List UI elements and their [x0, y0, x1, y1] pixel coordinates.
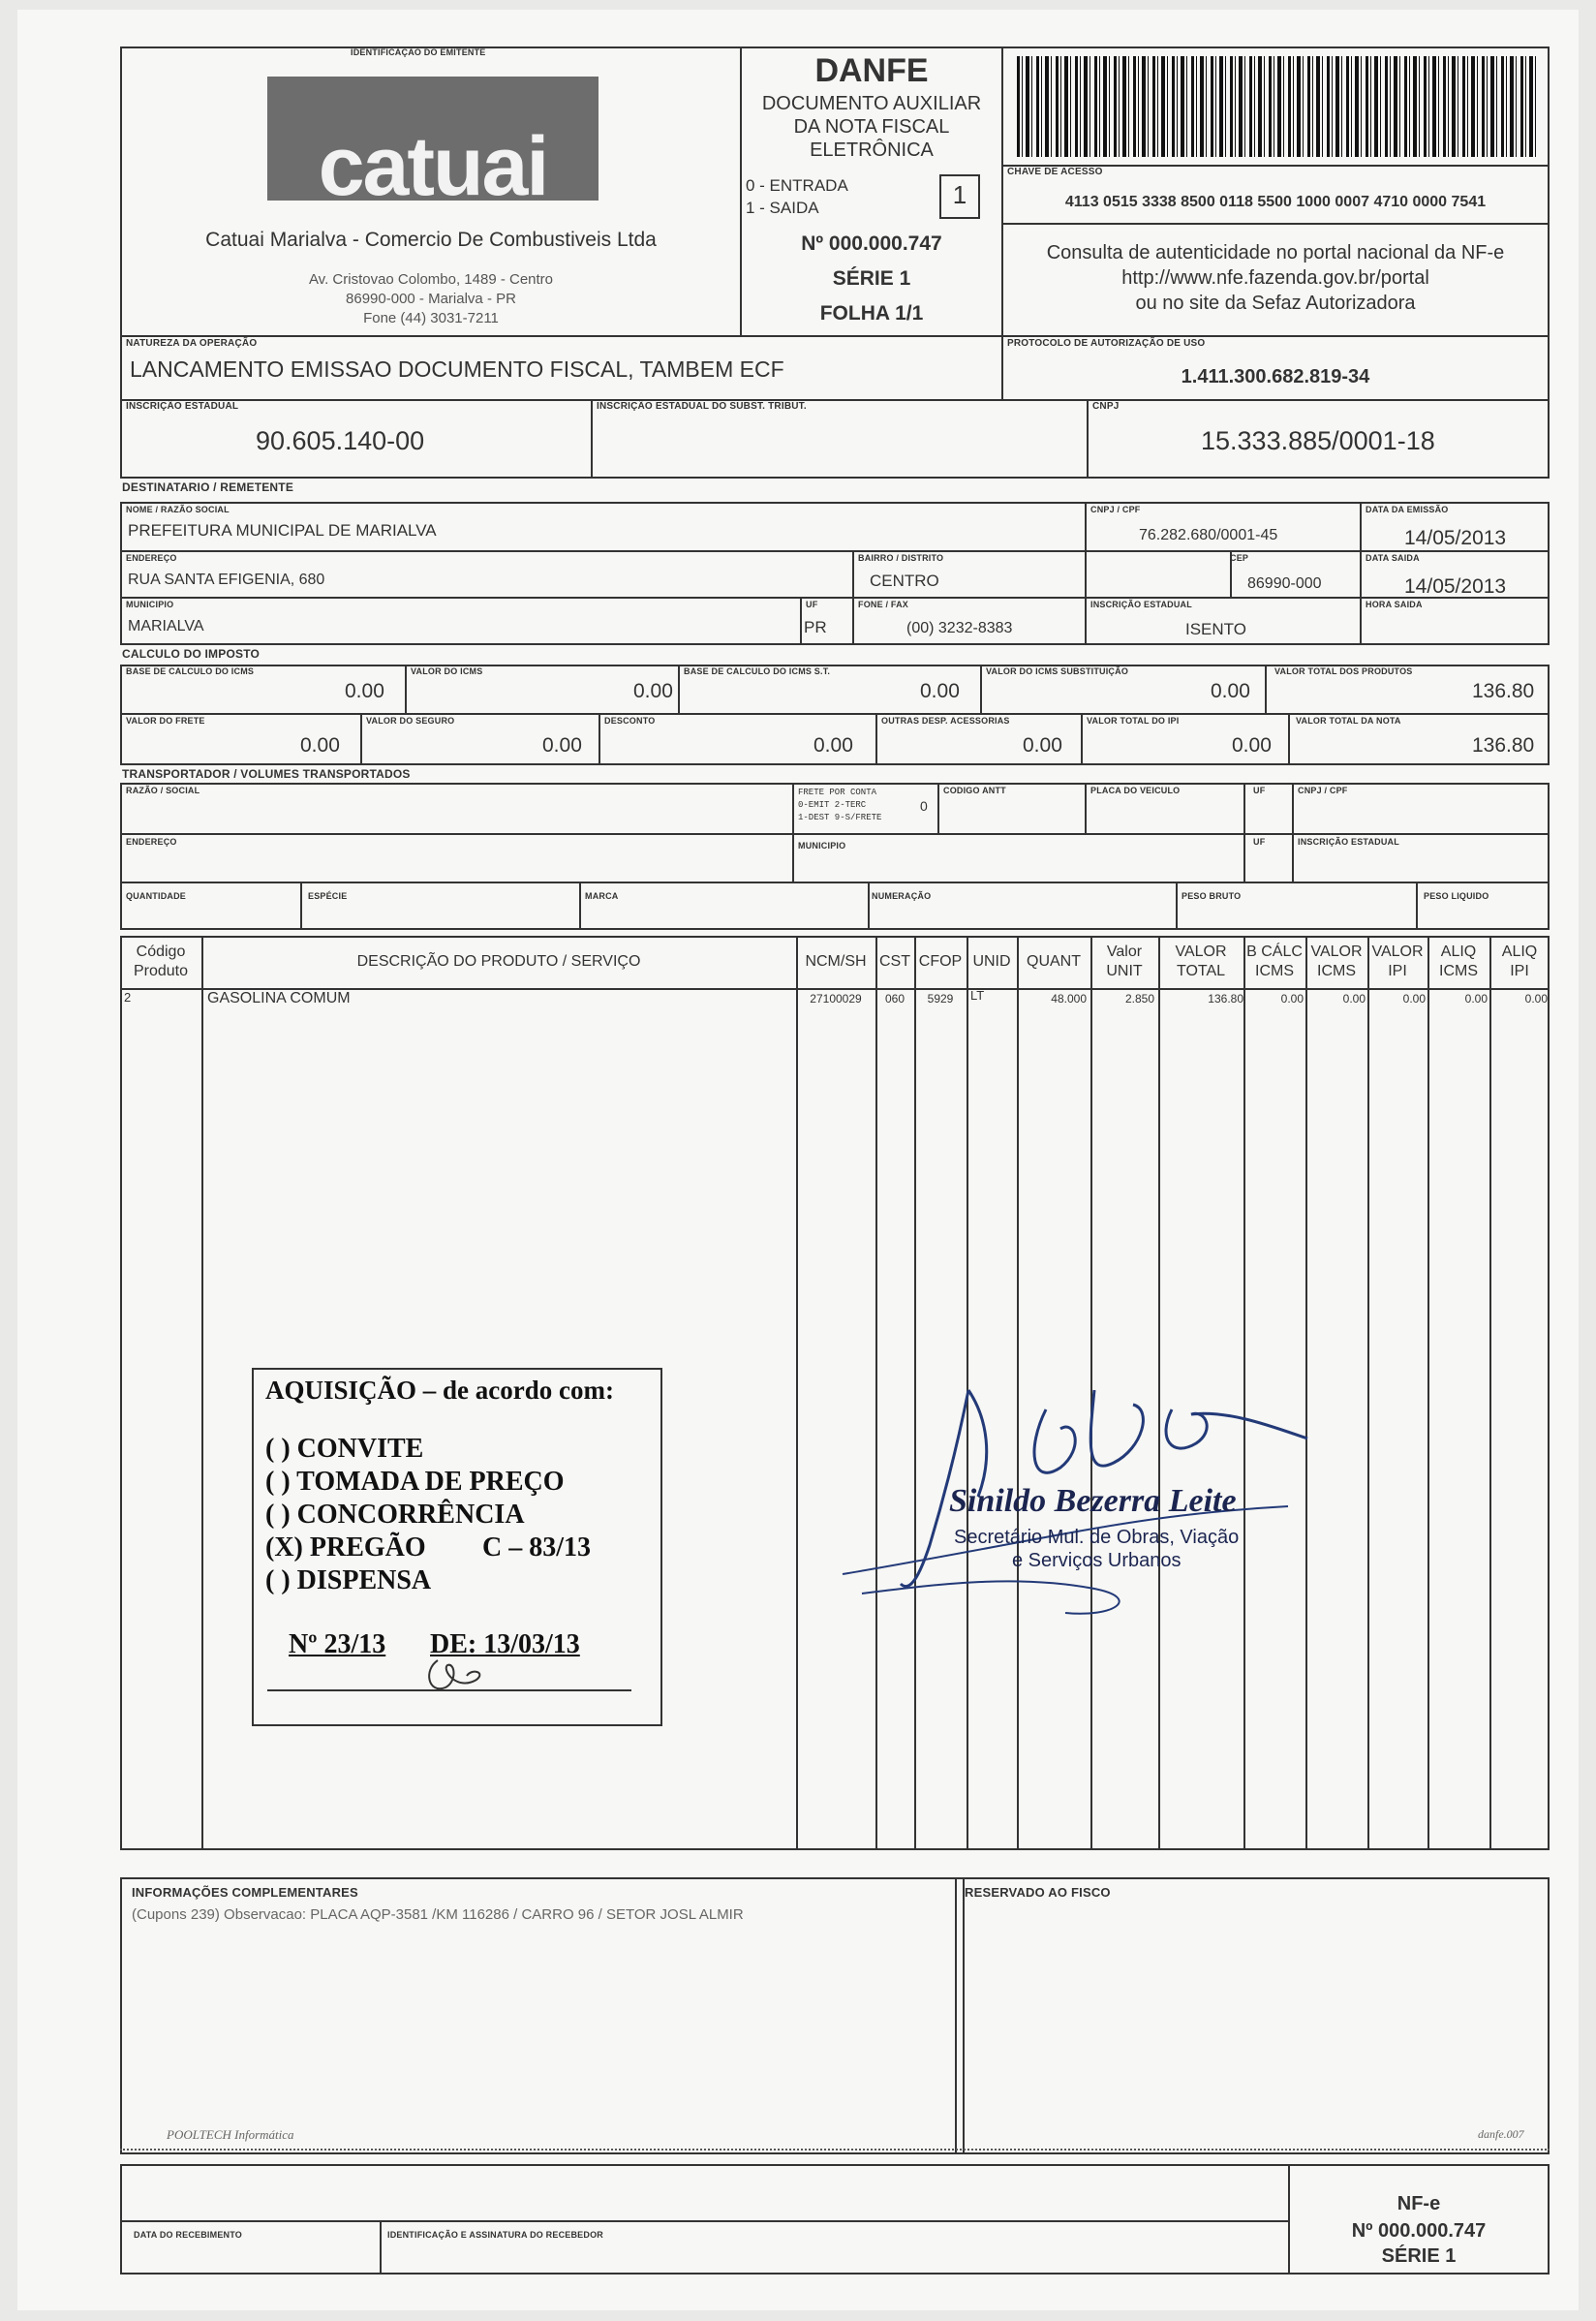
transp-uf2-label: UF: [1253, 837, 1266, 847]
imp-col-4: [1265, 665, 1267, 713]
signature-mark: [823, 1351, 1327, 1642]
frete: 0.00: [300, 734, 340, 757]
transp-peso-liquido-label: PESO LIQUIDO: [1424, 891, 1489, 901]
logo-text: catuai: [318, 120, 548, 201]
danfe-numero: Nº 000.000.747: [801, 232, 942, 255]
frete-label: VALOR DO FRETE: [126, 716, 205, 726]
stamp-data: DE: 13/03/13: [430, 1629, 580, 1659]
transp-col-uf: [1243, 783, 1245, 882]
dest-endereco: RUA SANTA EFIGENIA, 680: [128, 572, 325, 588]
transp-col-q2: [579, 882, 581, 930]
transp-placa-label: PLACA DO VEICULO: [1090, 786, 1181, 795]
signature-role-1: Secretário Mul. de Obras, Viação: [954, 1527, 1240, 1548]
hdr-aicms-2: ICMS: [1439, 963, 1478, 979]
signature-name: Sinildo Bezerra Leite: [949, 1483, 1237, 1519]
danfe-tipo: 1: [952, 180, 967, 209]
item-ncm: 27100029: [810, 992, 862, 1006]
item-bicms: 0.00: [1280, 992, 1304, 1006]
base-icms: 0.00: [345, 680, 384, 702]
ipi: 0.00: [1232, 734, 1272, 757]
hdr-vunit-1: Valor: [1106, 944, 1143, 960]
danfe-entrada: 0 - ENTRADA: [746, 176, 848, 195]
prod-col-codigo: [201, 936, 203, 1850]
emitente-address: Av. Cristovao Colombo, 1489 - Centro: [308, 271, 554, 288]
emitente-name: Catuai Marialva - Comercio De Combustiveis Ltda: [205, 229, 657, 251]
desconto: 0.00: [813, 734, 853, 757]
transp-row-1: [120, 833, 1550, 835]
item-aipi: 0.00: [1524, 992, 1548, 1006]
recebimento-row: [120, 2220, 1288, 2222]
dest-municipio: MARIALVA: [128, 618, 204, 634]
dest-bairro-label: BAIRRO / DISTRITO: [858, 553, 944, 563]
dest-col-date: [1360, 502, 1362, 645]
hdr-aipi-1: ALIQ: [1501, 944, 1538, 960]
imposto-section-label: CALCULO DO IMPOSTO: [122, 647, 261, 661]
emitente-section-label: IDENTIFICAÇÃO DO EMITENTE: [351, 47, 486, 57]
base-st-label: BASE DE CALCULO DO ICMS S.T.: [684, 666, 831, 676]
stamp-dispensa: ( ) DISPENSA: [265, 1565, 432, 1595]
ie-label: INSCRIÇÃO ESTADUAL: [126, 401, 239, 412]
footer-numero: Nº 000.000.747: [1351, 2220, 1487, 2242]
consulta-line-3: ou no site da Sefaz Autorizadora: [1135, 293, 1416, 314]
stamp-convite: ( ) CONVITE: [265, 1434, 424, 1464]
item-vicms: 0.00: [1342, 992, 1366, 1006]
prod-col-aipi: [1489, 936, 1491, 1850]
base-icms-label: BASE DE CALCULO DO ICMS: [126, 666, 255, 676]
protocolo-label: PROTOCOLO DE AUTORIZAÇÃO DE USO: [1007, 338, 1206, 349]
transp-col-q3: [868, 882, 870, 930]
seguro: 0.00: [542, 734, 582, 757]
transp-col-antt: [937, 783, 939, 833]
danfe-title: DANFE: [814, 52, 929, 89]
dest-row-1-bottom: [120, 550, 1550, 552]
hdr-unid: UNID: [972, 953, 1011, 970]
transp-ie-label: INSCRIÇÃO ESTADUAL: [1298, 837, 1399, 847]
transp-col-frete: [792, 783, 794, 882]
valor-icms-label: VALOR DO ICMS: [411, 666, 483, 676]
transp-row-2: [120, 882, 1550, 883]
total-nota-label: VALOR TOTAL DA NOTA: [1296, 716, 1401, 726]
danfe-saida: 1 - SAIDA: [746, 199, 819, 217]
footer-nfe: NF-e: [1396, 2193, 1441, 2214]
transp-numeracao-label: NUMERAÇÃO: [872, 891, 932, 901]
danfe-folha: FOLHA 1/1: [819, 302, 924, 325]
info-label: INFORMAÇÕES COMPLEMENTARES: [132, 1885, 358, 1900]
hdr-vtotal-2: TOTAL: [1176, 963, 1226, 979]
cnpj-label: CNPJ: [1092, 401, 1120, 412]
hdr-vipi-2: IPI: [1388, 963, 1407, 979]
hdr-cst: CST: [879, 953, 910, 970]
transp-razao-label: RAZÃO / SOCIAL: [126, 786, 200, 795]
item-unid: LT: [970, 988, 985, 1003]
natureza-value: LANCAMENTO EMISSAO DOCUMENTO FISCAL, TAMBEM ECF: [130, 356, 784, 382]
stamp-concorrencia: ( ) CONCORRÊNCIA: [265, 1500, 525, 1530]
total-produtos: 136.80: [1472, 680, 1535, 702]
protocolo-value: 1.411.300.682.819-34: [1181, 366, 1370, 387]
info-text: (Cupons 239) Observacao: PLACA AQP-3581 /KM 116286 / CARRO 96 / SETOR JOSL ALMIR: [132, 1906, 744, 1923]
stamp-title: AQUISIÇÃO – de acordo com:: [265, 1376, 614, 1405]
dest-col-cnpj: [1085, 502, 1087, 645]
fisco-box: [955, 1877, 1550, 2154]
transp-col-placa: [1085, 783, 1087, 833]
transp-col-q4: [1176, 882, 1178, 930]
stamp-underline: [267, 1689, 631, 1691]
dest-cep-label: CEP: [1230, 553, 1249, 563]
desconto-label: DESCONTO: [604, 716, 656, 726]
hdr-bicms-1: B CÁLC: [1246, 944, 1303, 960]
hdr-vicms-2: ICMS: [1317, 963, 1356, 979]
imp-col-1: [405, 665, 407, 713]
transportador-section-label: TRANSPORTADOR / VOLUMES TRANSPORTADOS: [122, 767, 411, 781]
item-aicms: 0.00: [1464, 992, 1488, 1006]
hdr-vtotal-1: VALOR: [1175, 944, 1227, 960]
transp-frete-val: 0: [920, 798, 928, 814]
dest-emissao: 14/05/2013: [1404, 527, 1507, 549]
transp-col-q1: [300, 882, 302, 930]
transp-col-cnpj: [1292, 783, 1294, 882]
transp-antt-label: CODIGO ANTT: [943, 786, 1006, 795]
dest-nome: PREFEITURA MUNICIPAL DE MARIALVA: [128, 521, 437, 540]
hdr-vipi-1: VALOR: [1371, 944, 1424, 960]
hdr-aicms-1: ALIQ: [1440, 944, 1477, 960]
prod-col-ncm: [796, 936, 798, 1850]
stamp-pregao-num: C – 83/13: [482, 1532, 591, 1563]
danfe-serie: SÉRIE 1: [832, 267, 911, 290]
transp-peso-bruto-label: PESO BRUTO: [1182, 891, 1242, 901]
dest-endereco-label: ENDEREÇO: [126, 553, 177, 563]
transp-municipio-label: MUNICIPIO: [798, 841, 846, 851]
dest-cnpj: 76.282.680/0001-45: [1139, 527, 1278, 543]
item-vtotal: 136.80: [1208, 992, 1243, 1006]
imp-col-8: [1081, 713, 1083, 765]
valor-st-label: VALOR DO ICMS SUBSTITUIÇÃO: [986, 666, 1129, 676]
chave-divider-2: [1001, 223, 1550, 225]
dest-hora-label: HORA SAIDA: [1366, 600, 1423, 609]
prod-col-vipi: [1367, 936, 1369, 1850]
dest-cep: 86990-000: [1247, 575, 1322, 592]
hdr-codigo-2: Produto: [133, 963, 189, 979]
item-codigo: 2: [124, 990, 132, 1005]
transp-quantidade-label: QUANTIDADE: [126, 891, 186, 901]
imp-col-7: [875, 713, 877, 765]
ipi-label: VALOR TOTAL DO IPI: [1087, 716, 1180, 726]
recebimento-col-1: [380, 2220, 382, 2275]
item-cst: 060: [884, 992, 905, 1006]
valor-st: 0.00: [1211, 680, 1250, 702]
hdr-aipi-2: IPI: [1510, 963, 1529, 979]
transp-endereco-label: ENDEREÇO: [126, 837, 177, 847]
imp-col-2: [678, 665, 680, 713]
hdr-ncm: NCM/SH: [805, 953, 867, 970]
stamp-tomada: ( ) TOMADA DE PREÇO: [265, 1467, 565, 1497]
hdr-bicms-2: ICMS: [1255, 963, 1294, 979]
imp-col-9: [1288, 713, 1290, 765]
dest-uf-label: UF: [806, 600, 818, 609]
stamp-pregao: (X) PREGÃO: [265, 1532, 426, 1563]
signature-role-2: e Serviços Urbanos: [1012, 1550, 1182, 1571]
chave-label: CHAVE DE ACESSO: [1007, 167, 1103, 177]
hdr-vunit-2: UNIT: [1106, 963, 1143, 979]
item-cfop: 5929: [927, 992, 954, 1006]
stamp-numero: Nº 23/13: [289, 1629, 386, 1659]
transp-cnpj-label: CNPJ / CPF: [1298, 786, 1348, 795]
chave-value: 4113 0515 3338 8500 0118 5500 1000 0007 4710 0000 7541: [1064, 194, 1487, 210]
consulta-line-1: Consulta de autenticidade no portal nacional da NF-e: [1046, 242, 1505, 263]
emitente-phone: Fone (44) 3031-7211: [363, 310, 499, 326]
dest-col-uf: [800, 597, 802, 645]
emitente-city: 86990-000 - Marialva - PR: [346, 291, 516, 307]
company-logo: [267, 77, 598, 201]
seguro-label: VALOR DO SEGURO: [366, 716, 455, 726]
item-descricao: GASOLINA COMUM: [207, 990, 351, 1006]
dest-cnpj-label: CNPJ / CPF: [1090, 505, 1141, 514]
dest-ie-label: INSCRIÇÃO ESTADUAL: [1090, 600, 1192, 609]
item-vunit: 2.850: [1124, 992, 1154, 1006]
ie-st-label: INSCRIÇÃO ESTADUAL DO SUBST. TRIBUT.: [597, 401, 807, 412]
imp-col-6: [598, 713, 600, 765]
assinatura-label: IDENTIFICAÇÃO E ASSINATURA DO RECEBEDOR: [387, 2230, 603, 2240]
danfe-subtitle-2: DA NOTA FISCAL: [793, 116, 950, 138]
dest-fone-label: FONE / FAX: [858, 600, 909, 609]
fisco-label: RESERVADO AO FISCO: [965, 1885, 1111, 1900]
dest-saida-label: DATA SAIDA: [1366, 553, 1420, 563]
hdr-descricao: DESCRIÇÃO DO PRODUTO / SERVIÇO: [356, 953, 641, 970]
footer-code: danfe.007: [1478, 2127, 1524, 2141]
dest-ie: ISENTO: [1185, 620, 1246, 638]
stamp-initials: [418, 1651, 496, 1699]
transp-frete-1: FRETE POR CONTA: [798, 788, 877, 797]
barcode: [1017, 56, 1540, 157]
imposto-row-divider: [120, 713, 1550, 715]
total-nota: 136.80: [1472, 734, 1535, 757]
item-quant: 48.000: [1051, 992, 1087, 1006]
transp-uf-label: UF: [1253, 786, 1266, 795]
valor-icms: 0.00: [633, 680, 673, 702]
ie-value: 90.605.140-00: [256, 426, 425, 455]
hdr-codigo-1: Código: [136, 944, 186, 960]
footer-brand: POOLTECH Informática: [167, 2127, 294, 2142]
consulta-line-2: http://www.nfe.fazenda.gov.br/portal: [1121, 267, 1429, 289]
dest-row-2-bottom: [120, 597, 1550, 599]
transp-frete-2: 0-EMIT 2-TERC: [798, 800, 867, 810]
prod-col-aicms: [1427, 936, 1429, 1850]
dest-emissao-label: DATA DA EMISSÃO: [1366, 505, 1449, 514]
transp-especie-label: ESPÉCIE: [308, 891, 348, 901]
footer-cut-line: [120, 2149, 1550, 2151]
cnpj-value: 15.333.885/0001-18: [1201, 426, 1435, 455]
hdr-quant: QUANT: [1027, 953, 1081, 970]
danfe-subtitle-3: ELETRÔNICA: [810, 139, 934, 161]
dest-nome-label: NOME / RAZÃO SOCIAL: [126, 505, 230, 514]
total-produtos-label: VALOR TOTAL DOS PRODUTOS: [1274, 666, 1413, 676]
imp-col-3: [980, 665, 982, 713]
recebimento-label: DATA DO RECEBIMENTO: [134, 2230, 242, 2240]
dest-fone: (00) 3232-8383: [906, 620, 1013, 636]
hdr-vicms-1: VALOR: [1310, 944, 1363, 960]
danfe-subtitle-1: DOCUMENTO AUXILIAR: [761, 93, 982, 114]
dest-col-bairro: [852, 550, 854, 645]
transp-marca-label: MARCA: [585, 891, 619, 901]
footer-serie: SÉRIE 1: [1381, 2245, 1457, 2267]
dest-saida: 14/05/2013: [1404, 575, 1507, 598]
outras: 0.00: [1023, 734, 1062, 757]
dest-municipio-label: MUNICIPIO: [126, 600, 174, 609]
transp-frete-3: 1-DEST 9-S/FRETE: [798, 813, 882, 822]
acquisition-stamp: [252, 1368, 662, 1726]
hdr-cfop: CFOP: [918, 953, 963, 970]
base-st: 0.00: [920, 680, 960, 702]
imp-col-5: [360, 713, 362, 765]
transp-col-q5: [1416, 882, 1418, 930]
natureza-label: NATUREZA DA OPERAÇÃO: [126, 338, 258, 349]
dest-bairro: CENTRO: [870, 572, 939, 590]
destinatario-section-label: DESTINATARIO / REMETENTE: [122, 480, 294, 494]
outras-label: OUTRAS DESP. ACESSORIAS: [881, 716, 1010, 726]
item-vipi: 0.00: [1402, 992, 1426, 1006]
dest-uf: PR: [804, 618, 827, 636]
